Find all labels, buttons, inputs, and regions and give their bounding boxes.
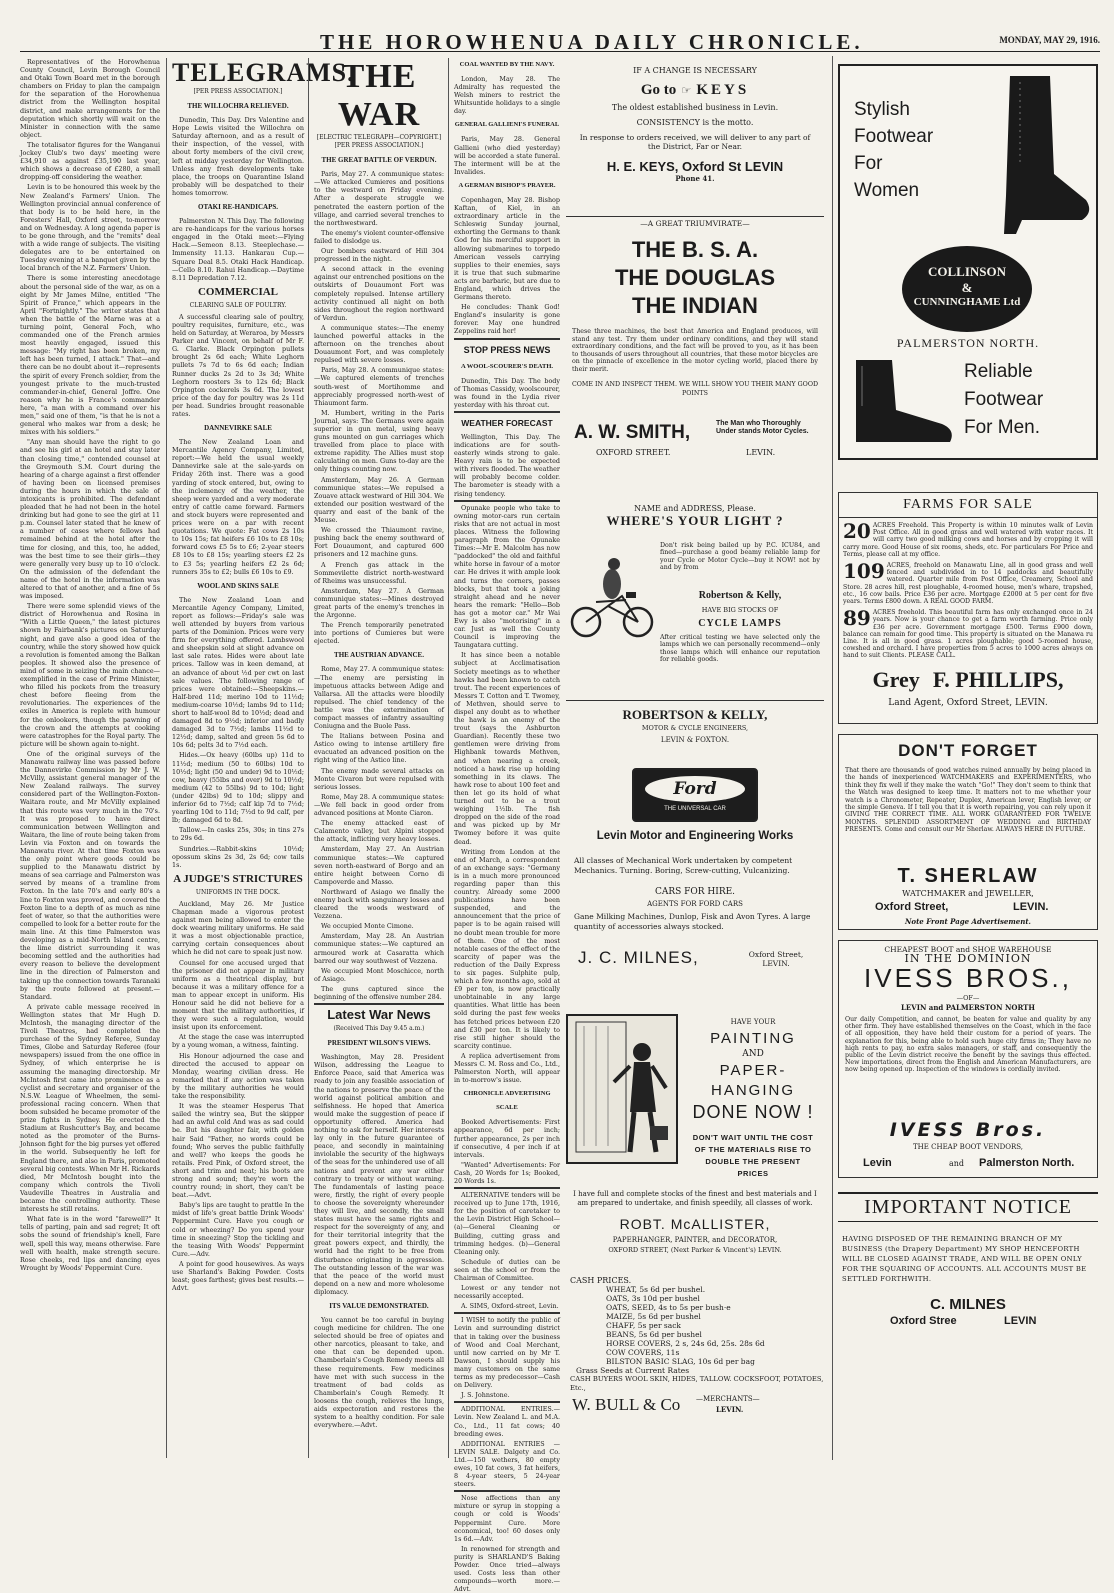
price-item: MAIZE, 5s 6d per bushel [606, 1312, 701, 1321]
austrian-heading: THE AUSTRIAN ADVANCE. [334, 651, 424, 660]
news-paragraph: His Honour adjourned the case and directed the accused to appear on Monday, wearing civilian dress. He remarked that if any action was taken by the military authorities he would take the responsibility. [172, 1051, 304, 1101]
sherlaw-trade: WATCHMAKER and JEWELLER, [902, 889, 1034, 898]
paint-warning: DON'T WAIT UNTIL THE COST OF THE MATERIALS RISE TO DOUBLE THE PRESENT PRICES [692, 1133, 814, 1178]
price-item: HORSE COVERS, 2 s, 24s 6d, 25s. 28s 6d [606, 1339, 765, 1348]
news-paragraph: At the stage the case was interrupted by a young woman, a witness, fainting. [172, 1033, 304, 1050]
ivess-of: —OF— [956, 994, 980, 1002]
news-paragraph: A point for good housewives. As ways use Sharland's Baking Powder. Costs least; goes farthest; gives best results.—Advt. [172, 1259, 304, 1293]
mcallister-address: OXFORD STREET, (Next Parker & Vincent's) LEVIN. [608, 1246, 782, 1254]
keys-line4: The oldest established business in Levin. [611, 103, 779, 112]
column-telegrams [172, 58, 355, 1458]
gallieni-heading: GENERAL GALLIENI'S FUNERAL [454, 121, 560, 129]
sherlaw-town: LEVIN. [1013, 901, 1049, 913]
sherlaw-name: T. SHERLAW [897, 865, 1039, 887]
keys-phone: Phone 41. [675, 174, 715, 183]
news-paragraph: A. SIMS, Oxford-street, Levin. [461, 1302, 559, 1311]
received-label: (Received This Day 9.45 a.m.) [333, 1025, 425, 1033]
collinson-seal: COLLINSON & CUNNINGHAME Ltd [902, 246, 1032, 332]
indian-title: THE INDIAN [632, 293, 758, 318]
news-paragraph: The enemy's violent counter-offensive failed to dislodge us. [314, 228, 444, 245]
news-paragraph: In renowned for strength and purity is SHARLAND'S Baking Powder. Once tried—always used. Costs less than other compounds—worth more.—Advt. [454, 1544, 560, 1593]
bull-name: W. BULL & Co [572, 1395, 681, 1414]
collinson-l3: For [854, 153, 883, 174]
price-item: BEANS, 5s 6d per bushel [606, 1330, 702, 1339]
price-item: BILSTON BASIC SLAG, 10s 6d per bag [606, 1357, 755, 1366]
news-paragraph: Writing from London at the end of March, a correspondent of an exchange says: "Germany is in a much more pronounced regarding paper than this country. Already some 2000 publications have been suspended, and the announcement that the price of paper is to be again raised will no doubt mean trouble for more of them. One of the most notable cases of the effect of the scarcity of paper was the reduction of the Daily Express to six pages. Sulphite pulp, which a few months ago, sold at £9 per ton, is now practically unobtainable in any large quantities. What little has been sold during the past few weeks has fetched prices between £20 and £30 per ton. It is likely to rise still higher should the scarcity continue. [454, 847, 560, 1050]
news-paragraph: ADDITIONAL ENTRIES.—Levin. New Zealand L. and M.A. Co., Ltd., 11 fat cows; 40 breeding ewes. [454, 1405, 560, 1438]
bsa-advert [566, 216, 824, 468]
news-paragraph: The Italians between Posina and Astico owing to intense artillery fire evacuated an advanced position on the right wing of the Astico line. [314, 732, 444, 765]
news-paragraph: Opunake people who take to owning motor-cars run certain risks that are not actual in most places. Witness the following paragraph from the Opunake Times:—Mr E. Malcolm has now "paddocked" the old and faithful white horse in favour of a motor car. He drives it with ample look and turns the corners, passes blocks, but that took a joking straight ahead and he never hears the remark: "Hello—Bob has got a motor car." Mr Wai Ewy is also "motorising" in a car. Just as well the County Council is improving the Taungatara cutting. [454, 503, 560, 650]
news-paragraph: Hides.—Ox heavy (60lbs up) 11d to 11½d; medium (50 to 60lbs) 10d to 10½d; light (50 and under) 9d to 10½d; cow, heavy (55lbs and over) 9d to 10½d; medium (42 to 55lbs) 9d to 10d; light (under 42lbs) 9d to 10d; slippy and inferior 6d to 7½d; calf kip 7d to 7½d; yearling 10d to 11d; 7½d to 9d calf, per lb; damaged 6d to 8d. [172, 751, 304, 825]
notice-advert [838, 1192, 1098, 1360]
ivess-palmerston: Palmerston North. [979, 1157, 1075, 1169]
bull-merchants: —MERCHANTS— [696, 1395, 760, 1403]
news-paragraph: A replica advertisement from Messrs C. M. Ross and Co., Ltd., Palmerston North, will appear in to-morrow's issue. [454, 1051, 560, 1085]
light-advert [566, 504, 824, 752]
news-paragraph: A second attack in the evening against our entrenched positions on the outskirts of Douaumont Fort was completely repulsed. Intense artillery activity continued all night on both sides throughout the region northward of Verdun. [314, 265, 444, 322]
ivess-vendors: THE CHEAP BOOT VENDORS, [913, 1143, 1023, 1151]
dannevirke-heading: DANNEVIRKE SALE [204, 424, 272, 433]
news-paragraph: One of the original surveys of the Manawatu railway line was passed before the Dannevirke Commission by Mr J. W. McVilly, assistant general manager of the New Zealand railways. The survey considered part of the Wellington-Foxton-Waitara route, and Mr McVilly explained that this route was very much in the 70's. It was proposed to have direct communication between Wellington and Waitara, the line of route being taken from Levin via Foxton and on towards the Manawatu river. At that time Foxton was the only point where goods could be supplied to the Manawatu district by means of sea carriage and Palmerston was served by means of a tramline from Foxton. In the late 70's and early 80's a line to Foxton was proved, and covered the Foxton line to a depth of as much as nine feet of water, so that the authorities were compelled to look for a better route for the main line. At this time Palmerston was developing as a mid-North Island centre, the lime district surrounding it was becoming settled and the authorities had every reason to believe the development line in the direction of Palmerston and taking up the connection towards Taranaki by the route followed at present.—Standard. [20, 749, 160, 1001]
keys-name: KEYS [696, 82, 750, 98]
news-paragraph: Auckland, May 26. Mr Justice Chapman made a vigorous protest against men being allowed to enter the dock wearing military uniforms. He said it was a most objectionable practice, carrying certain consequences about which he did not care to speak just now. [172, 899, 304, 957]
ivess-body: Our daily Competition, and cannot, be beaten for value and quality by any other firm. They have established themselves on the Coast, which in the face of all opposition, they have held their custom for a period of years. The explanation for this, being able to hold such huge city firms in; They have no high rents to pay, no extra sales managers, or staff, and consequently the public of the Levin district receive the benefit by the savings thus effected. New importations, direct from the English and American Manufacturers, are now being opened up. Inspection of the windows is cordially invited. [845, 1016, 1091, 1074]
collinson-town: PALMERSTON NORTH. [896, 336, 1040, 350]
uniforms-subheading: UNIFORMS IN THE DOCK. [195, 888, 281, 896]
value-heading: ITS VALUE DEMONSTRATED. [329, 1302, 429, 1310]
robertson-kelly-trade: MOTOR & CYCLE ENGINEERS, [641, 724, 749, 732]
coal-heading: COAL WANTED BY THE NAVY. [459, 61, 555, 68]
news-paragraph: We occupied Mont Moschicce, north of Asiago. [314, 966, 444, 983]
woolscourer-heading: A WOOL-SCOURER'S DEATH. [460, 362, 554, 370]
light-body: Don't risk being bailed up by P.C. ICU84, and fined—purchase a good beamy reliable lamp for your Cycle or Motor Cycle—buy it NOW! not by and by from [660, 542, 820, 572]
ford-logo-text: Ford [645, 776, 745, 802]
bsa-line1: —A GREAT TRIUMVIRATE— [566, 216, 824, 228]
farm2-text: ACRES, freehold on Manawatu Line, all in good grass and well fenced and subdivided in to 14 paddocks and beautifully watered. Quarter mile from Post Office, Creamery, School and Store. 28 acres hill, rest ploughable, 4-roomed house, men's whare, trapshed, etc., 16 cow bails. Price £36 per acre. Mortgage £2000 at 5 per cent for five years. Terms £800 down. A REAL GOOD FARM. [843, 562, 1093, 606]
the-war-heading: THE WAR [337, 58, 421, 133]
news-paragraph: "Any man should have the right to go and see his girl at an hotel and stay later than closing time," contended counsel at the Greymouth S.M. Court during the hearing of a charge against a first offender of having been on licensed premises during the hours in which the sale of intoxicants is prohibited. The defendant pleaded that he had not been in the hotel drinking but had gone to see the girl at 11 p.m. Counsel later stated that he knew of a number of cases where fellows had remained behind at the hotel after the time for closing, and this, too, he added, was the best time to see their girls—they were generally very busy up to 10 o'clock. On the admission of the defendant the name of the hotel in the information was altered to that of another, and a fine of 5s was imposed. [20, 438, 160, 601]
bull-title: CASH PRICES. [570, 1276, 632, 1285]
mcallister-name: ROBT. McALLISTER, [619, 1216, 771, 1232]
paint-hanging: HANGING [710, 1082, 795, 1099]
news-paragraph: He concludes: Thank God! England's insularity is gone forever. May one hundred Zeppelins raid her! [454, 303, 560, 336]
paint-body: I have full and complete stocks of the finest and best materials and I am prepared to undertake, and finish speedily, all classes of work. [573, 1190, 817, 1207]
farms-advert [838, 492, 1098, 724]
news-paragraph: Lowest or any tender not necessarily accepted. [454, 1284, 560, 1301]
news-paragraph: A French gas attack in the Sommevilette district north-westward of Rheims was unsuccessful. [314, 560, 444, 585]
light-title: WHERE'S YOUR LIGHT ? [606, 513, 784, 528]
keys-line5: CONSISTENCY is the motto. [636, 118, 754, 127]
light-body2: After critical testing we have selected only the lamps which we can personally recommend—only those lamps which will enhance our reputation for reliable goods. [660, 634, 820, 664]
news-paragraph: Paris, May 27. A communique states:—We attacked Cumieres and positions to the westward on Friday evening. After a desperate struggle we penetrated the eastern portion of the village, and carried several trenches to the northwestward. [314, 170, 444, 227]
news-paragraph: Paris, May 28. General Gallieni (who died yesterday) will be accorded a state funeral. The interment will be at the Invalides. [454, 135, 560, 176]
dont-forget-title: DON'T FORGET [898, 741, 1038, 760]
news-paragraph: Tallow.—In casks 25s, 30s; in tins 27s to 29s 6d. [172, 826, 304, 843]
price-item: CHAFF, 5s per sack [606, 1321, 681, 1330]
mens-boot-illustration [842, 354, 960, 454]
news-paragraph: Amsterdam, May 28. An Austrian communique states:—We captured an armoured work at Casaratta which barred our way southwest of Vezzena. [314, 932, 444, 965]
column-local-news [20, 58, 160, 1458]
news-paragraph: The New Zealand Loan and Mercantile Agency Company, Limited, report as follows:—Friday's sale was well attended by buyers from various parts of the Dominion. Prices were very firm for everything offered. Lambswool and sheepskin sold at slight advance on last sale rates. Hides were about late prices. Tallow was in keen demand, at an advance of about ½d per cwt on last sale values. The following range of prices were obtained:—Sheepskins.—Half-bred 11d; merino 10d to 11½d; medium-coarse 10½d; lambs 9d to 11d; short to half-wool 8d to 10½d; dead and damaged 8d to 9½d; inferior and badly damaged 3d to 7½d; lambs 11½d to 12½d; damp, salted and green 5s 6d to 10s 6d; pelts 3d to 7½d each. [172, 595, 304, 750]
latest-war-news-heading: Latest War News [327, 1007, 431, 1023]
bsa-body: These three machines, the best that America and England produces, will stand any test. Try them under ordinary conditions, and they will stand extraordinary conditions, and the fact will be proved to you, as it has been to thousands of users throughout all countries, that these motor bicycles are on the pinnacle of excellence in the motor cycling world, placed there by their merit. [572, 328, 818, 373]
news-paragraph: Amsterdam, May 27. A German communique states:—Mines destroyed great parts of the enemy's trenches in the Argonne. [314, 586, 444, 620]
ivess-levin: Levin [863, 1157, 892, 1169]
bull-buyers: CASH BUYERS WOOL SKIN, HIDES, TALLOW. COCKSFOOT, POTATOES, Etc., [570, 1375, 824, 1392]
light-robertson: Robertson & Kelly, [698, 590, 782, 601]
ivess-line2: IN THE DOMINION [904, 952, 1032, 965]
grey-word: Grey [872, 667, 920, 692]
ivess-advert [838, 940, 1098, 1178]
paint-and: AND [742, 1049, 764, 1059]
jc-milnes-address: Oxford Street, LEVIN. [748, 950, 804, 968]
keys-address: H. E. KEYS, Oxford St LEVIN [606, 159, 784, 174]
news-paragraph: Levin is to be honoured this week by the New Zealand's Farmers' Union. The Wellington provincial annual conference of that body is to be held here, in the Foresters' Hall, Oxford street, to-morrow and on Wednesday. A long agenda paper is to be gone through, and the "remits" deal with a wide range of subjects. The visiting delegates are to be entertained on Tuesday evening at a banquet given by the local branch of the N.Z. Farmers' Union. [20, 183, 160, 273]
notice-name: C. MILNES [930, 1296, 1006, 1313]
news-paragraph: Nose affections than any mixture or syrup in stopping a cough or cold is Woods' Peppermint Cure. More economical, too! 60 doses only 1s 6d.—Adv. [454, 1494, 560, 1543]
womens-boot-illustration [970, 70, 1096, 240]
news-paragraph: Dunedin, This Day. The body of Thomas Cassidy, woolscourer, was found in the Lydia river yesterday with his throat cut. [454, 376, 560, 409]
news-paragraph: Dunedin, This Day. Drs Valentine and Hope Lewis visited the Willochra on Saturday afternoon, and as a result of their inspection, of the vessel, with about forty members of the civil crew, left at midday yesterday for Wellington. Unless any fresh developments take place, the troops on Quarantine Island probably will be despatched to their homes tomorrow. [172, 116, 304, 197]
column-the-war [314, 58, 444, 1458]
aw-smith-street: OXFORD STREET. [596, 448, 671, 457]
otaki-heading: OTAKI RE-HANDICAPS. [198, 203, 278, 212]
collinson-advert [838, 64, 1098, 460]
news-paragraph: Rome, May 28. A communique states:—We fell back in good order from advanced positions at Monte Ciaron. [314, 792, 444, 818]
phillips-name: F. PHILLIPS, [932, 667, 1064, 692]
notice-town: LEVIN [1004, 1315, 1037, 1327]
farm1-number: 20 [843, 519, 871, 543]
news-paragraph: There were some splendid views of the district of Horowhenua and Rosina in "With a Little Queen," the latest pictures shown by Fairbank's pictures on Saturday night, and gave also a good idea of the country, while the story showed how quick a revolution is fomented among the Balkan peoples. It showed also the presence of mind of some in seizing the main chance—exemplified in the case of Prime Minister, who filled his pockets from the treasury chest before fleeing from the revolutionaries. The experiences of the exiles in America is replete with humour for the onlookers, though the pawning of the crown and the attempts at cooking were catastrophes for the Royal party. The picture will be shown again to-night. [20, 602, 160, 748]
news-paragraph: Washington, May 28. President Wilson, addressing the League to Enforce Peace, said that America was ready to join any feasible association of the nations to preserve the peace of the world against political ambition and selfishness. He hoped that America would make the suggestion of peace if opportunity offered. America had nothing to ask for herself. Her interests lay only in the future guarantee of peace, and secondly in maintaining inviolable the security of the highways of the seas for the unhindered use of all nations and prevent any war either contrary to treaty or without warning. The fundamentals of lasting peace were, firstly, the right of every people to choose the sovereignty whereunder they will live, and secondly, the small states must have the same rights and respect for the sovereignty of any, and for their territorial integrity that the great powers expect, and thirdly, the world had the right to be free from disturbance originating in aggression. The outstanding lesson of the war was that the peace of the world must depend on a new and more wholesome diplomacy. [314, 1053, 444, 1296]
keys-line6: In response to orders received, we will deliver to any part of the District, Far or Near. [579, 133, 811, 151]
news-paragraph: ADDITIONAL ENTRIES — LEVIN SALE. Dalgety and Co. Ltd.—150 wethers, 80 empty ewes, 10 fat cows, 3 fat heifers, 8 4-year steers, 5 24-year steers. [454, 1439, 560, 1489]
ivess-title: IVESS BROS., [864, 963, 1072, 993]
ford-logo-sub: THE UNIVERSAL CAR [664, 806, 726, 812]
column-rule [308, 58, 309, 1458]
collinson-women-text [854, 96, 933, 204]
news-paragraph: Palmerston N. This Day. The following are re-handicaps for the various horses engaged in the Otaki meet:—Flying Hack.—Semeon 8.13. Steeplechase.—Immensity 11.13. Hankarau Cup.—Square Deal 8.5. Otaki Hack Handicap.—Cello 8.10. Rahui Handicap.—Daytime 8.11 Depredation 7.12. [172, 217, 304, 282]
news-paragraph: What fate is in the word "farewell?" It tells of parting, pain and sad regret; It oft sobs the sound of friendship's knell, Fare well, spell this way, means otherwise. Fare well with health, make strength secure. Rose cheeks, red lips and dancing eyes Wrought by Woods' Peppermint Cure. [20, 1215, 160, 1272]
column-cables [454, 58, 560, 1593]
news-paragraph: Amsterdam, May 26. A German communique states:—We repulsed a Zouave attack westward of Hill 304. We extended our position westward of the quarry and east of the bank of the Meuse. [314, 475, 444, 525]
masthead-date: MONDAY, MAY 29, 1916. [999, 35, 1100, 45]
sherlaw-body: That there are thousands of good watches ruined annually by being placed in the hands of inexperienced WATCHMAKERS and EXPERIMENTERS, who think they fix well if they make the watch "Go!" They don't seem to think that the Watch was designed to keep time. It matters not to me whether your watch is a Chronometer, Repeater, Duplex, American lever, English lever, or the simple Geneva. If I tell you that it is worth repairing, you can rely upon it GIVING THE CORRECT TIME. ALL WORK GUARANTEED FOR TWELVE MONTHS. SPLENDID ASSORTMENT OF WEDDING and BIRTHDAY PRESENTS. Come and consult our Mr Sherlaw. ALWAYS HERE IN FUTURE. [845, 767, 1091, 834]
mcallister-trade: PAPERHANGER, PAINTER, and DECORATOR, [612, 1236, 778, 1244]
ford-hire: CARS FOR HIRE. [654, 887, 736, 897]
painting-advert [566, 1014, 824, 1266]
press-association-label: [PER PRESS ASSOCIATION.] [193, 88, 283, 95]
aw-smith-town: LEVIN. [746, 448, 776, 457]
collinson-l1: Stylish [854, 99, 910, 120]
news-paragraph: The guns captured since the beginning of the offensive number 284. [314, 984, 444, 1001]
commercial-heading: COMMERCIAL [197, 285, 279, 298]
notice-title: IMPORTANT NOTICE [838, 1192, 1098, 1222]
news-paragraph: A private cable message received in Wellington states that Mr Hugh D. McIntosh, the managing director of the Tivoli Theatres, had completed the purchase of the Sydney Referee, Sunday Times, Globe and Saturday Referee (four newspapers) issued from the one office in Sydney, of which enterprise he is assuming the managing directorship. Mr McIntosh first came into prominence as a cyclist and secretary and organiser of the N.S.W. League of Wheelmen, the semi-professional racing concern. When that boom subsided he became promoter of the prize fights in Sydney. He erected the Stadium at Rushcutter's Bay, and became noted as the promoter of the Burns-Johnson fight for the big purses yet offered in the world. Subsequently he left for England there, and also in Paris, promoted several big contests. When Mr H. Rickards died, Mr McIntosh bought into the company which controls the Tivoli Vaudeville Theatres in Australia and became the controlling authority. These interests he still retains. [20, 1002, 160, 1214]
bull-advert [566, 1276, 824, 1458]
farm3-text: ACRES freehold. This beautiful farm has only exchanged once in 24 years. Now is your chance to get a farm worth farming. Price only £36 per acre. Government mortgage £500. Terms £900 down, balance can remain for good time. This property is situated on the Manawa ru Line. It is all in good grass. 1 acres ploughable; good 5-roomed house, cowshed and orchard. I have properties from 5 acres to 1000 acres always on hand to suit Clients. PLEASE CALL. [843, 609, 1093, 660]
price-item: OATS, SEED, 4s to 5s per bush·e [606, 1303, 731, 1312]
judge-heading: A JUDGE'S STRICTURES [173, 872, 303, 885]
keys-advert [566, 60, 824, 206]
willochra-heading: THE WILLOCHRA RELIEVED. [187, 102, 289, 111]
news-paragraph: The totalisator figures for the Wanganui Jockey Club's two days' meeting were £34,910 as against £35,190 last year, which shows a decrease of £280, a small dropping-off considering the weather. [20, 140, 160, 182]
news-paragraph: A successful clearing sale of poultry, poultry requisites, furniture, etc., was held on Saturday, at Weraroa, by Messrs Parker and Vincent, on behalf of Mr F. G. Clarke. Black Orpington pullets brought 2s 6d each; White Leghorn pullets 7s 7d to 6s 6d each; Indian Runner ducks 2s 2d to 3s 3d; White Leghorn roosters 3s to 12s 6d; Black Orpington cockerels 3s 6d. The lowest price of the day for poultry was 2s 11d per head. Sundries brought reasonable rates. [172, 312, 304, 418]
robertson-kelly-town: LEVIN & FOXTON. [660, 736, 730, 744]
news-paragraph: It has since been a notable subject at Acclimatisation Society meetings as to whether hawks had been known to catch trout. The recent experiences of Messrs T. Cotton and T. Twomey, of Methven, should serve to dispel any doubt as to whether the hawk is an enemy of the trout (says the Ashburton Guardian). Recently these two gentlemen were driving from Highbank towards Methven, and when nearing a creek, noticed a hawk rise up holding something in its claws. The hawk rose to about 100 feet and then let go its hold of what turned out to be a trout weighing 1½lb. The fish dropped on the side of the road and was picked up by Mr Twomey before it was quite dead. [454, 651, 560, 846]
price-item: OATS, 3s 10d per bushel [606, 1294, 700, 1303]
news-paragraph: The enemy attacked east of Calamento valley, but Alpini stopped the attack, inflicting very heavy losses. [314, 819, 444, 844]
paint-line1: HAVE YOUR [730, 1018, 776, 1026]
ford-advert [566, 764, 824, 1002]
motorcycle-illustration [566, 544, 656, 644]
news-paragraph: ALTERNATIVE tenders will be received up to June 17th, 1916, for the position of caretaker to the Levin District High School—(a)—General Cleaning or Building, cutting grass and trimming hedges. (b)—General Cleaning only. [454, 1191, 560, 1256]
sherlaw-street: Oxford Street, [875, 901, 949, 913]
news-paragraph: Sundries.—Rabbit-skins 10½d; opossum skins 2s 3d, 2s 6d; cow tails 1s. [172, 844, 304, 869]
war-copyright-label: [ELECTRIC TELEGRAPH—COPYRIGHT.] [PER PRESS ASSOCIATION.] [316, 134, 442, 150]
ad-column-rule [832, 56, 833, 1460]
ford-body2: Gane Milking Machines, Dunlop, Fisk and Avon Tyres. A large quantity of accessories always stocked. [574, 912, 811, 931]
news-paragraph: "Wanted" Advertisements: For Cash, 20 Words for 1s; Booked, 20 Words 1s. [454, 1160, 560, 1185]
bsa-title: THE B. S. A. [631, 237, 759, 262]
wool-heading: WOOL AND SKINS SALE [197, 581, 279, 590]
price-item: COW COVERS, 11s [606, 1348, 680, 1357]
bsa-inspect: COME IN AND INSPECT THEM. WE WILL SHOW YOU THEIR MANY GOOD POINTS [571, 380, 819, 397]
bull-town: LEVIN. [716, 1405, 744, 1414]
wilson-heading: PRESIDENT WILSON'S VIEWS. [327, 1039, 431, 1048]
masthead-title: THE HOROWHENUA DAILY CHRONICLE. [320, 30, 864, 54]
news-paragraph: Rome, May 27. A communique states:—The enemy are persisting in impetuous attacks between Adige and Vallarsa. All the attacks were bloodily repulsed. The chief tendency of the battle was the extermination of compact masses of infantry assaulting Coniugna and the Buole Pass. [314, 665, 444, 731]
scale-heading: CHRONICLE ADVERTISING SCALE [463, 1090, 551, 1112]
ivess-towns: LEVIN and PALMERSTON NORTH [901, 1003, 1035, 1012]
news-paragraph: We occupied Monte Cimone. [321, 922, 414, 931]
aw-smith-name: A. W. SMITH, [574, 422, 691, 443]
collinson-l4: Women [854, 180, 920, 201]
news-paragraph: Paris, May 28. A communique states:—We captured elements of trenches south-west of Mortihomme and appreciably progressed north-west of Thiaumont farm. [314, 366, 444, 407]
news-paragraph: Booked Advertisements: First appearance, 6d per inch; further appearance, 2s per inch if consecutive, 4 per inch if at intervals. [454, 1118, 560, 1159]
news-paragraph: Wellington, This Day. The indications are for south-easterly winds strong to gale. Heavy rain is to be expected with rivers flooded. The weather will probably become colder. The barometer is steady with a rising tendency. [454, 432, 560, 498]
news-paragraph: The French temporarily penetrated into portions of Cumieres but were ejected. [314, 621, 444, 646]
bishop-heading: A GERMAN BISHOP'S PRAYER. [458, 181, 556, 189]
sherlaw-advert [838, 734, 1098, 930]
masthead [20, 30, 1100, 52]
pointing-hand-icon: ☞ [681, 84, 692, 97]
telegrams-heading: TELEGRAMS. [172, 58, 355, 87]
news-paragraph: Amsterdam, May 27. An Austrian communique states:—We captured seven north-eastward of Borgo and an entire height between Corno di Campoverde and Masso. [314, 845, 444, 886]
bull-price-list [606, 1285, 824, 1366]
robertson-kelly-name: ROBERTSON & KELLY, [566, 700, 824, 723]
ford-title: Levin Motor and Engineering Works [596, 830, 794, 842]
collinson-l2: Footwear [854, 126, 934, 147]
farm1-text: ACRES Freehold. This Property is within 10 minutes walk of Levin Post Office. All in good grass and well watered with water races. It will carry two good milking cows and horses and by cropping it will carry more. Good House of six rooms, sheds, etc. For particulars For Price and Terms, please call at my office. [843, 522, 1093, 558]
news-paragraph: London, May 28. The Admiralty has requested the Welsh miners to restrict the Whitsuntide holidays to a single day. [454, 75, 560, 116]
news-paragraph: The enemy made several attacks on Monte Civaron but were repulsed with serious losses. [314, 766, 444, 791]
paperhanger-illustration [566, 1014, 678, 1164]
light-stocks: HAVE BIG STOCKS OF [701, 606, 779, 614]
news-paragraph: We crossed the Thiaumont ravine, pushing back the enemy southward of Fort Douaumont, and captured 600 prisoners and 12 machine guns. [314, 526, 444, 559]
news-paragraph: Our bombers eastward of Hill 304 progressed in the night. [314, 247, 444, 264]
news-paragraph: A communique states:—The enemy launched powerful attacks in the afternoon on the trenches about Douaumont Fort, and was completely repulsed with severe losses. [314, 323, 444, 365]
stop-press-heading: STOP PRESS NEWS [463, 344, 551, 355]
verdun-heading: THE GREAT BATTLE OF VERDUN. [321, 156, 437, 165]
weather-heading: WEATHER FORECAST [461, 417, 553, 428]
column-rule [448, 58, 449, 1458]
notice-street: Oxford Stree [890, 1315, 957, 1327]
ivess-and: and [949, 1159, 965, 1168]
farm3-number: 89 [843, 606, 871, 631]
paint-done-now: DONE NOW ! [692, 1102, 814, 1122]
ford-agents: AGENTS FOR FORD CARS [647, 900, 743, 908]
ivess-line1: CHEAPEST BOOT and SHOE WAREHOUSE [884, 945, 1052, 954]
jc-milnes-name: J. C. MILNES, [578, 948, 699, 967]
column-rule [166, 58, 167, 1458]
ford-logo [632, 768, 758, 822]
news-paragraph: M. Humbert, writing in the Paris Journal, says: The Germans were again superior in gun metal, using heavy guns mounted on gun carriages which travelled from place to place with extreme rapidity. The Allies must stop calculating on men. Guns to-day are the only things counting now. [314, 408, 444, 474]
light-line1: NAME and ADDRESS, Please. [634, 504, 756, 513]
news-paragraph: Representatives of the Horowhenua County Council, Levin Borough Council and Otaki Town Board met in the borough chambers on Friday to plan the campaign for the separation of the Horowhenua district from the Wellington hospital district, and make arrangements for the deputation which shortly will wait on the Minister in connection with the same object. [20, 58, 160, 139]
keys-line1: IF A CHANGE IS NECESSARY [633, 66, 757, 75]
news-paragraph: There is some interesting anecdotage about the personal side of the war, as on a eight by Mr James Milne, entitled "The Spirit of France," which appears in the April "Fortnightly." The writer states that when the battle of the Marne was at a turning point, General Foch, who commanded one of the French armies most heavily engaged, issued this message: "My right has been broken, my left has been turned, I attack." That—and there can be no doubt about it—represents the spirit of every French soldier, from the youngest private to the much-trusted commander-in-chief, General Joffre. One reason why he is France's commander here, "a man with a command over his men," said one of them, "is that he is not a general who makes war from a desk; he mixes with his soldiers." [20, 274, 160, 437]
news-paragraph: Copenhagen, May 28. Bishop Kaftan, of Kiel, in an extraordinary article in the Schleswig Sunday journal, exhorting the Germans to thank God for his merciful support in allowing submarines to torpedo American vessels carrying supplies to their enemies, says it is true that such submarine acts are barbaric, but are due to England, which drives the Germans thereto. [454, 195, 560, 302]
light-lamps: CYCLE LAMPS [698, 618, 782, 629]
price-item: WHEAT, 5s 6d per bushel. [606, 1285, 706, 1294]
news-paragraph: It was the steamer Hesperus That sailed the wintry sea, But the skipper had an awful cold And was as sad could be. But his daughter fair, with golden hair Said "Father, no words could be found; Who serves the public faithfully and well? who keeps the goods he retails. Fred Pink, of Oxford street, the short and trim and neat; his boots are strong and sound; they're worn the country round; in short, they can't be beat.—Advt. [172, 1102, 304, 1200]
farm2-number: 109 [843, 559, 885, 584]
ivess-bros-logo: IVESS Bros. [889, 1119, 1047, 1141]
news-paragraph: Baby's lips are taught to prattle In the midst of life's great battle Drink Woods' Peppermint Cure. Have you cough or cold or wheezing? Do you spend your time in sneezing? Stop the tickling and the teasing With Woods' Peppermint Cure.—Adv. [172, 1201, 304, 1258]
keys-goto: Go to [640, 82, 677, 98]
news-paragraph: I WISH to notify the public of Levin and surrounding district that in taking over the business of Wood and Coal Merchant, until now carried on by Mr T. Dawson, I should supply his many customers on the same terms as my predecessor—Cash on Delivery. [454, 1316, 560, 1390]
notice-body: HAVING DISPOSED OF THE REMAINING BRANCH OF MY BUSINESS (the Drapery Department) MY SHOP HENCEFORTH WILL BE CLOSED AGAINST TRADE, AND WILL BE OPEN ONLY FOR THE SQUARING OF ACCOUNTS. ALL ACCOUNTS MUST BE SETTLED FORTHWITH. [842, 1235, 1087, 1283]
douglas-title: THE DOUGLAS [614, 265, 776, 290]
sherlaw-note: Note Front Page Advertisement. [905, 917, 1031, 926]
news-paragraph: J. S. Johnstone. [461, 1391, 510, 1400]
farms-title: FARMS FOR SALE [839, 497, 1097, 518]
news-paragraph: Schedule of duties can be seen at the school or from the Chairman of Committee. [454, 1257, 560, 1282]
paint-painting: PAINTING [710, 1030, 796, 1047]
news-paragraph: Counsel for one accused urged that the prisoner did not appear in military uniform as a theatrical display, but because it was a military offence for a man to appear except in uniform. His Honour said he did not believe for a moment that the military authorities, if they were such a regulation, would insist upon its enforcement. [172, 958, 304, 1032]
news-paragraph: The New Zealand Loan and Mercantile Agency Company, Limited, report:—We held the usual weekly Dannevirke sale at the sale-yards on Friday 26th inst. There was a good yarding of stock entered, but, owing to the inclemency of the weather, the sheep were yarded and a very moderate entry of cattle came forward. Farmers and stock buyers were represented and prices were on a par with recent quotations. We quote: Fat cows 2s 10s to 10s 15s; fat heifers £6 10s to £8 10s; forward cows £5 5s to £6; 2-year steers £8 10s to £8 15s; yearling steers £2 2s to £3 5s; yearling heifers £2 2s 6d; runners 35s to £2; bulls £6 10s to £9. [172, 438, 304, 576]
news-paragraph: You cannot be too careful in buying cough medicine for children. The one selected should be free of opiates and other narcotics, pleasant to take, and one that can be depended upon. Chamberlain's Cough Remedy meets all these requirements. Few medicines have met with such success in the treatment of bad colds as Chamberlain's Cough Remedy. It loosens the cough, relieves the lungs, aids expectoration and restores the system to a healthy condition. For sale everywhere.—Advt. [314, 1316, 444, 1430]
bull-grass: Grass Seeds at Current Rates [576, 1366, 690, 1375]
paint-paper: PAPER- [719, 1062, 787, 1079]
ford-body: All classes of Mechanical Work undertaken by competent Mechanics. Turning. Boring, Screw-cutting, Vulcanizing. [574, 856, 793, 875]
phillips-address: Land Agent, Oxford Street, LEVIN. [888, 698, 1048, 708]
aw-smith-tagline: The Man who Thoroughly Under stands Motor Cycles. [716, 420, 809, 435]
news-paragraph: Northward of Asiago we finally the enemy back with sanguinary losses and cleared the woods westward of Vezzena. [314, 887, 444, 921]
poultry-subheading: CLEARING SALE OF POULTRY. [189, 301, 287, 309]
collinson-men-text: Reliable Footwear For Men. [964, 361, 1044, 438]
